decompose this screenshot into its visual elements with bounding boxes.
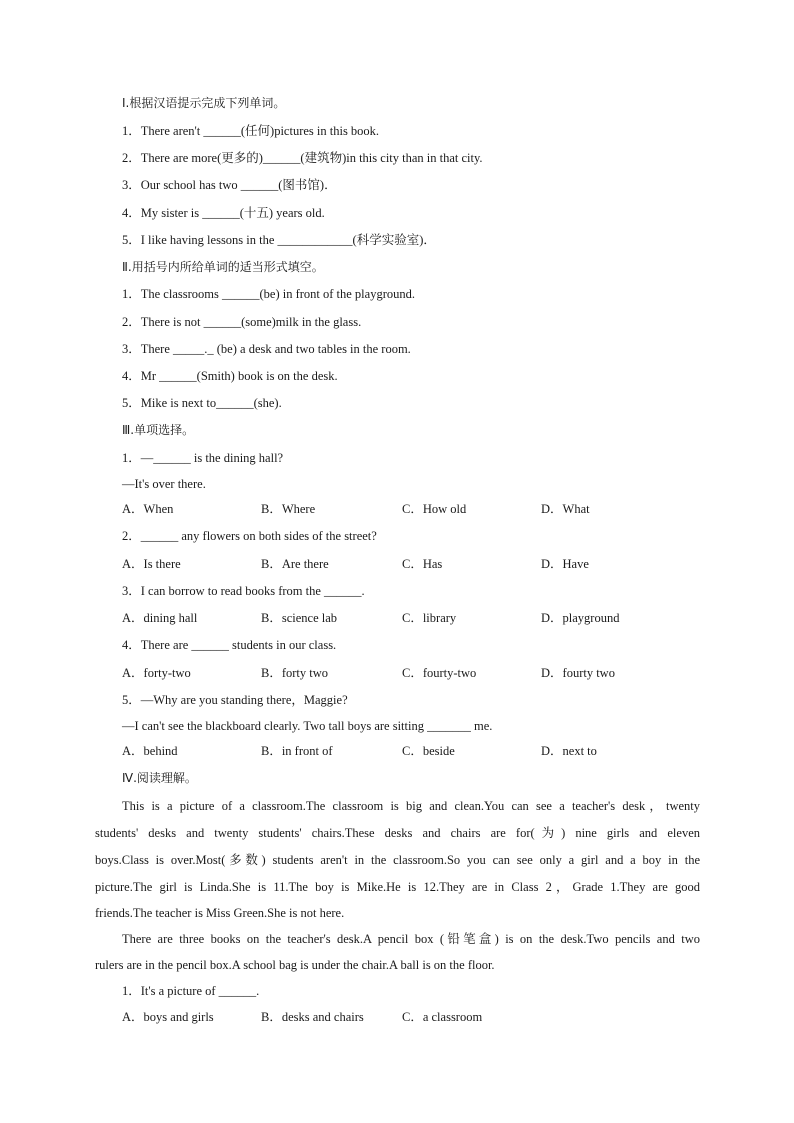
s1-item-2: 2．There are more(更多的)______(建筑物)in this city than in that city.: [122, 151, 483, 165]
s3-q1-option-a: A．When: [122, 502, 174, 516]
s3-q3-stem: 3．I can borrow to read books from the ______.: [122, 584, 365, 598]
s3-q3-option-d: D．playground: [541, 611, 620, 625]
section-1-heading: Ⅰ.根据汉语提示完成下列单词。: [122, 96, 286, 110]
s3-q5-stem: 5．—Why are you standing there，Maggie?: [122, 693, 348, 707]
reading-p1-line-2: students' desks and twenty students' chairs.These desks and chairs are for(为) nine girls and eleven: [95, 826, 700, 840]
s3-q3-option-a: A．dining hall: [122, 611, 198, 625]
s3-q1-option-d: D．What: [541, 502, 590, 516]
s1-item-4: 4．My sister is ______(十五) years old.: [122, 206, 325, 220]
s3-q4-option-c: C．fourty-two: [402, 666, 477, 680]
s3-q4-option-d: D．fourty two: [541, 666, 615, 680]
s3-q5-answer-line: —I can't see the blackboard clearly. Two tall boys are sitting _______ me.: [122, 719, 493, 733]
reading-p2-line-2: rulers are in the pencil box.A school bag is under the chair.A ball is on the floor.: [95, 958, 495, 972]
s2-item-3: 3．There _____._ (be) a desk and two tables in the room.: [122, 342, 411, 356]
s3-q2-option-d: D．Have: [541, 557, 589, 571]
section-2-heading: Ⅱ.用括号内所给单词的适当形式填空。: [122, 260, 324, 274]
s3-q1-option-b: B．Where: [261, 502, 316, 516]
s2-item-1: 1．The classrooms ______(be) in front of the playground.: [122, 287, 415, 301]
s2-item-5: 5．Mike is next to______(she).: [122, 396, 282, 410]
reading-q1-option-a: A．boys and girls: [122, 1010, 214, 1024]
s3-q4-option-a: A．forty-two: [122, 666, 191, 680]
s3-q5-option-c: C．beside: [402, 744, 455, 758]
s3-q5-option-d: D．next to: [541, 744, 597, 758]
s2-item-4: 4．Mr ______(Smith) book is on the desk.: [122, 369, 338, 383]
s3-q5-option-b: B．in front of: [261, 744, 333, 758]
s3-q4-option-b: B．forty two: [261, 666, 329, 680]
reading-p1-line-1: This is a picture of a classroom.The classroom is big and clean.You can see a teacher's desk，twenty: [122, 799, 700, 813]
s3-q2-stem: 2．______ any flowers on both sides of the street?: [122, 529, 377, 543]
s3-q1-stem: 1．—______ is the dining hall?: [122, 451, 284, 465]
reading-p1-line-3: boys.Class is over.Most(多数) students aren't in the classroom.So you can see only a girl and a boy in the: [95, 853, 700, 867]
s3-q3-option-c: C．library: [402, 611, 457, 625]
reading-p1-line-4: picture.The girl is Linda.She is 11.The boy is Mike.He is 12.They are in Class 2，Grade 1.They are good: [95, 880, 700, 894]
s1-item-3: 3．Our school has two ______(图书馆)．: [122, 178, 337, 192]
section-3-heading: Ⅲ.单项选择。: [122, 423, 195, 437]
reading-p1-line-5: friends.The teacher is Miss Green.She is not here.: [95, 906, 345, 920]
s3-q1-answer-line: —It's over there.: [122, 477, 206, 491]
s1-item-5: 5．I like having lessons in the ____________(科学实验室)．: [122, 233, 436, 247]
s3-q2-option-c: C．Has: [402, 557, 443, 571]
s3-q4-stem: 4．There are ______ students in our class.: [122, 638, 337, 652]
s3-q5-option-a: A．behind: [122, 744, 178, 758]
section-4-heading: Ⅳ.阅读理解。: [122, 771, 197, 785]
s3-q2-option-a: A．Is there: [122, 557, 181, 571]
reading-q1-option-c: C．a classroom: [402, 1010, 483, 1024]
reading-p2-line-1: There are three books on the teacher's desk.A pencil box (铅笔盒) is on the desk.Two pencils and two: [122, 932, 700, 946]
reading-q1-stem: 1．It's a picture of ______.: [122, 984, 260, 998]
reading-q1-option-b: B．desks and chairs: [261, 1010, 364, 1024]
s3-q3-option-b: B．science lab: [261, 611, 338, 625]
s1-item-1: 1．There aren't ______(任何)pictures in this book.: [122, 124, 380, 138]
s2-item-2: 2．There is not ______(some)milk in the glass.: [122, 315, 362, 329]
s3-q1-option-c: C．How old: [402, 502, 467, 516]
s3-q2-option-b: B．Are there: [261, 557, 329, 571]
